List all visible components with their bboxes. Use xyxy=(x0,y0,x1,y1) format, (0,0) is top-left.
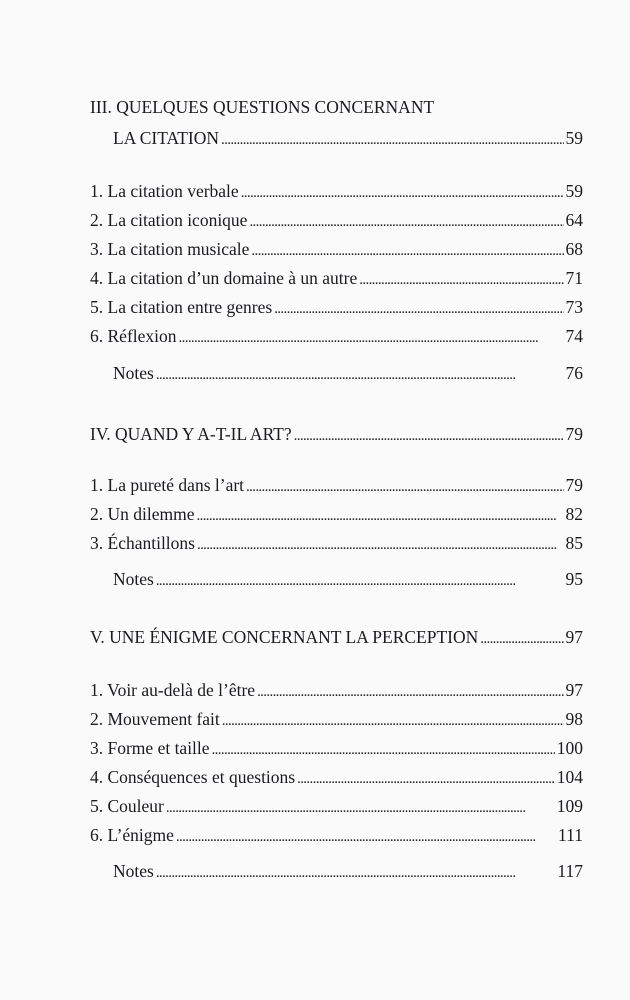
entry-label: 2. Mouvement fait xyxy=(90,709,220,729)
notes-label: Notes xyxy=(113,363,154,383)
page-number: 97 xyxy=(565,627,583,647)
toc-entry xyxy=(90,474,583,498)
section-title-iii-line2: LA CITATION xyxy=(113,128,220,148)
toc-entry xyxy=(90,267,583,291)
page-number: 68 xyxy=(565,239,583,259)
page-number: 79 xyxy=(565,475,583,495)
entry-label: 4. La citation d’un domaine à un autre xyxy=(90,268,358,288)
page-number: 73 xyxy=(565,297,583,317)
dot-leader xyxy=(156,862,556,884)
entry-label: 1. La pureté dans l’art xyxy=(90,475,245,495)
page-number: 95 xyxy=(565,569,583,589)
page-number: 74 xyxy=(565,326,583,346)
notes-label: Notes xyxy=(113,569,154,589)
page-number: 59 xyxy=(565,181,583,201)
toc-entry xyxy=(90,824,583,848)
section-title-iv xyxy=(90,423,583,447)
entry-label: 3. Échantillons xyxy=(90,533,195,553)
entry-label: 6. L’énigme xyxy=(90,825,174,845)
dot-leader xyxy=(274,298,563,320)
page-number: 97 xyxy=(565,680,583,700)
notes-entry xyxy=(113,568,583,592)
notes-label: Notes xyxy=(113,861,154,881)
notes-entry xyxy=(113,362,583,386)
dot-leader xyxy=(212,739,555,761)
toc-entry xyxy=(90,532,583,556)
toc-entry xyxy=(90,296,583,320)
entry-label: 5. Couleur xyxy=(90,796,164,816)
page-number: 100 xyxy=(556,738,583,758)
entry-label: 2. Un dilemme xyxy=(90,504,195,524)
entry-label: 3. La citation musicale xyxy=(90,239,250,259)
dot-leader xyxy=(249,211,563,233)
toc-entry xyxy=(90,737,583,761)
dot-leader xyxy=(294,425,564,447)
page-number: 71 xyxy=(565,268,583,288)
entry-label: 1. Voir au-delà de l’être xyxy=(90,680,256,700)
section-title-v xyxy=(90,626,583,650)
page-number: 98 xyxy=(565,709,583,729)
dot-leader xyxy=(246,476,563,498)
page-number: 85 xyxy=(565,533,583,553)
toc-entry xyxy=(90,708,583,732)
dot-leader xyxy=(156,570,564,592)
dot-leader xyxy=(297,768,555,790)
toc-entry xyxy=(90,766,583,790)
dot-leader xyxy=(176,826,556,848)
dot-leader xyxy=(257,681,563,703)
dot-leader xyxy=(179,327,564,349)
toc-entry xyxy=(90,209,583,233)
page-number: 117 xyxy=(557,861,583,881)
page-number: 76 xyxy=(565,363,583,383)
dot-leader xyxy=(221,129,563,151)
entry-label: 1. La citation verbale xyxy=(90,181,239,201)
page-number: 111 xyxy=(558,825,583,845)
entry-label: 5. La citation entre genres xyxy=(90,297,273,317)
notes-entry xyxy=(113,860,583,884)
entry-label: 2. La citation iconique xyxy=(90,210,248,230)
dot-leader xyxy=(251,240,563,262)
page-number: 64 xyxy=(565,210,583,230)
toc-entry xyxy=(90,503,583,527)
section-title-iii-line1: III. QUELQUES QUESTIONS CONCERNANT xyxy=(90,97,435,117)
dot-leader xyxy=(359,269,563,291)
entry-label: 3. Forme et taille xyxy=(90,738,210,758)
toc-entry xyxy=(90,325,583,349)
page-number: 59 xyxy=(565,128,583,148)
toc-entry xyxy=(90,679,583,703)
dot-leader xyxy=(197,534,564,556)
page-number: 82 xyxy=(565,504,583,524)
entry-label: 6. Réflexion xyxy=(90,326,177,346)
page-number: 79 xyxy=(565,424,583,444)
toc-entry xyxy=(90,795,583,819)
page-number: 104 xyxy=(556,767,583,787)
toc-entry xyxy=(90,180,583,204)
page-number: 109 xyxy=(556,796,583,816)
dot-leader xyxy=(197,505,564,527)
section-title-iii xyxy=(113,127,583,151)
entry-label: 4. Conséquences et questions xyxy=(90,767,296,787)
section-title-label: IV. QUAND Y A-T-IL ART? xyxy=(90,424,292,444)
dot-leader xyxy=(156,364,564,386)
dot-leader xyxy=(241,182,564,204)
section-title-label: V. UNE ÉNIGME CONCERNANT LA PERCEPTION xyxy=(90,627,479,647)
toc-entry xyxy=(90,238,583,262)
dot-leader xyxy=(166,797,555,819)
dot-leader xyxy=(222,710,564,732)
dot-leader xyxy=(480,628,563,650)
